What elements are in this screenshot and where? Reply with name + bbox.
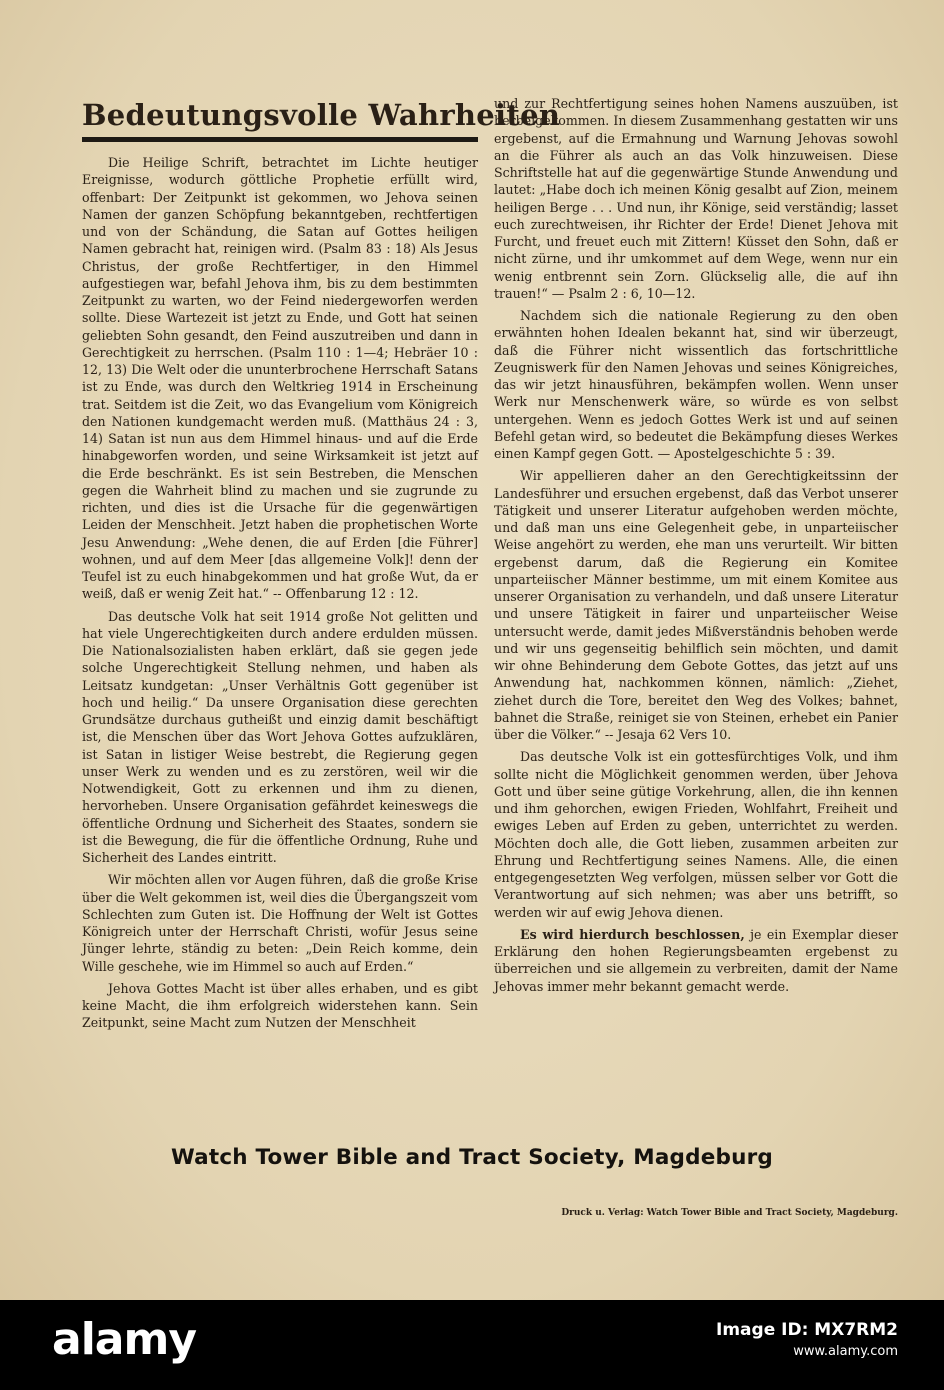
paragraph: Nachdem sich die nationale Regierung zu den oben erwähnten hohen Idealen bekannt hat, sind wir überzeugt, daß die Führer nicht wissentlich das fortschrittliche Zeugniswerk für den Namen Jehovas und seines Königreiches, das wir jetzt hinausführen, bekämpfen wollen. Wenn unser Werk nur Menschenwerk wäre, so würde es von selbst untergehen. Wenn es jedoch Gottes Werk ist und auf seinen Befehl getan wird, so bedeutet die Bekämpfung dieses Werkes einen Kampf gegen Gott. — Apostelgeschichte 5 : 39. — [494, 308, 898, 461]
document-title: Bedeutungsvolle Wahrheiten — [82, 95, 478, 142]
paragraph: Wir möchten allen vor Augen führen, daß die große Krise über die Welt gekommen ist, weil dies die Übergangszeit vom Schlechten zum Guten ist. Die Hoffnung der Welt ist Gottes Königreich unter der Herrschaft Christi, wofür Jesus seine Jünger lehrte, ständig zu beten: „Dein Reich komme, dein Wille geschehe, wie im Himmel so auch auf Erden.“ — [82, 872, 478, 974]
paragraph: Das deutsche Volk hat seit 1914 große Not gelitten und hat viele Ungerechtigkeiten durch andere erdulden müssen. Die Nationalsozialisten haben erklärt, daß sie gegen jede solche Ungerechtigkeit Stellung nehmen, und haben als Leitsatz kundgetan: „Unser Verhältnis Gott gegenüber ist hoch und heilig.“ Da unsere Organisation diese gerechten Grundsätze durchaus gutheißt und einzig damit beschäftigt ist, die Menschen über das Wort Jehova Gottes aufzuklären, ist Satan in listiger Weise bestrebt, die Regierung gegen unser Werk zu wenden und es zu zerstören, weil wir die Notwendigkeit, Gott zu erkennen und ihm zu dienen, hervorheben. Unsere Organisation gefährdet keineswegs die öffentliche Ordnung und Sicherheit des Staates, sondern sie ist die Bewegung, die für die öffentliche Ordnung, Ruhe und Sicherheit des Landes eintritt. — [82, 608, 478, 865]
resolution-text: je ein Exemplar dieser Erklärung den hohen Regierungsbeamten ergebenst zu überreichen und sie allgemein zu verbreiten, damit der Name Jehovas immer mehr bekannt gemacht werde. — [494, 926, 898, 994]
paragraph: Wir appellieren daher an den Gerechtigkeitssinn der Landesführer und ersuchen ergebenst, daß das Verbot unserer Tätigkeit und unserer Literatur aufgehoben werden möchte, und daß man uns eine Gelegenheit gebe, in unparteiischer Weise angehört zu werden, ehe man uns verurteilt. Wir bitten ergebenst darum, daß die Regierung ein Komitee unparteiischer Männer bestimme, um mit einem Komitee aus unserer Organisation zu verhandeln, und daß unsere Literatur und unsere Tätigkeit in fairer und unparteiischer Weise untersucht werde, damit jedes Mißverständnis behoben werde und wir uns gegenseitig behilflich sein möchten, und damit wir ohne Behinderung dem Gebote Gottes, das jetzt auf uns Anwendung hat, nachkommen können, nämlich: „Ziehet, ziehet durch die Tore, bereitet den Weg des Volkes; bahnet, bahnet die Straße, reiniget sie von Steinen, erhebet ein Panier über die Völker.“ -- Jesaja 62 Vers 10. — [494, 468, 898, 742]
image-id: Image ID: MX7RM2 — [716, 1320, 898, 1340]
resolution-paragraph — [494, 926, 898, 995]
site-url: www.alamy.com — [793, 1344, 898, 1359]
stock-watermark-banner — [0, 1300, 944, 1390]
left-column — [82, 95, 561, 1037]
paragraph: Die Heilige Schrift, betrachtet im Lichte heutiger Ereignisse, wodurch göttliche Prophetie erfüllt wird, offenbart: Der Zeitpunkt ist gekommen, wo Jehova seinen Namen der ganzen Schöpfung bekanntgeben, rechtfertigen und von der Schändung, die Satan auf Gottes heiligen Namen gebracht hat, reinigen wird. (Psalm 83 : 18) Als Jesus Christus, der große Rechtfertiger, in den Himmel aufgestiegen war, befahl Jehova ihm, bis zu dem bestimmten Zeitpunkt zu warten, wo der Feind niedergeworfen werden sollte. Diese Wartezeit ist jetzt zu Ende, und Gott hat seinen geliebten Sohn gesandt, den Feind auszutreiben und dann in Gerechtigkeit zu herrschen. (Psalm 110 : 1—4; Hebräer 10 : 12, 13) Die Welt oder die ununterbrochene Herrschaft Satans ist zu Ende, was durch den Weltkrieg 1914 in Erscheinung trat. Seitdem ist die Zeit, wo das Evangelium vom Königreich den Nationen kundgemacht werden muß. (Matthäus 24 : 3, 14) Satan ist nun aus dem Himmel hinaus- und auf die Erde hinabgeworfen worden, und seine Wirksamkeit ist jetzt auf die Erde beschränkt. Es ist sein Bestreben, die Menschen gegen die Wahrheit blind zu machen und sie zugrunde zu richten, und dies ist die Ursache für die gegenwärtigen Leiden der Menschheit. Jetzt haben die prophetischen Worte Jesu Anwendung: „Wehe denen, die auf Erden [die Führer] wohnen, und auf dem Meer [das allgemeine Volk]! denn der Teufel ist zu euch hinabgekommen und hat große Wut, da er weiß, daß er wenig Zeit hat.“ -- Offenbarung 12 : 12. — [82, 155, 478, 602]
right-column — [494, 95, 898, 1000]
alamy-logo: alamy — [52, 1314, 196, 1365]
image-id-block — [716, 1320, 898, 1362]
paragraph: und zur Rechtfertigung seines hohen Namens auszuüben, ist herbeigekommen. In diesem Zusammenhang gestatten wir uns ergebenst, auf die Ermahnung und Warnung Jehovas sowohl an die Führer als auch an das Volk hinzuweisen. Diese Schriftstelle hat auf die gegenwärtige Stunde Anwendung und lautet: „Habe doch ich meinen König gesalbt auf Zion, meinem heiligen Berge . . . Und nun, ihr Könige, seid verständig; lasset euch zurechtweisen, ihr Richter der Erde! Dienet Jehova mit Furcht, und freuet euch mit Zittern! Küsset den Sohn, daß er nicht zürne, und ihr umkommet auf dem Wege, wenn nur ein wenig entbrennt sein Zorn. Glückselig alle, die auf ihn trauen!“ — Psalm 2 : 6, 10—12. — [494, 96, 898, 301]
imprint-line: Druck u. Verlag: Watch Tower Bible and Tract Society, Magdeburg. — [561, 1208, 898, 1218]
paragraph: Das deutsche Volk ist ein gottesfürchtiges Volk, und ihm sollte nicht die Möglichkeit genommen werden, über Jehova Gott und über seine gütige Vorkehrung, allen, die ihn kennen und ihm gehorchen, ewigen Frieden, Wohlfahrt, Freiheit und ewiges Leben auf Erden zu geben, unterrichtet zu werden. Möchten doch alle, die Gott lieben, zusammen arbeiten zur Ehrung und Rechtfertigung seines Namens. Alle, die einen entgegengesetzten Weg verfolgen, müssen selber vor Gott die Verantwortung auf sich nehmen; was aber uns betrifft, so werden wir auf ewig Jehova dienen. — [494, 749, 898, 920]
paragraph: Jehova Gottes Macht ist über alles erhaben, und es gibt keine Macht, die ihm erfolgreich widerstehen kann. Sein Zeitpunkt, seine Macht zum Nutzen der Menschheit — [82, 980, 478, 1031]
resolution-lead: Es wird hierdurch beschlossen, — [520, 926, 745, 942]
society-heading: Watch Tower Bible and Tract Society, Magdeburg — [171, 1145, 773, 1170]
